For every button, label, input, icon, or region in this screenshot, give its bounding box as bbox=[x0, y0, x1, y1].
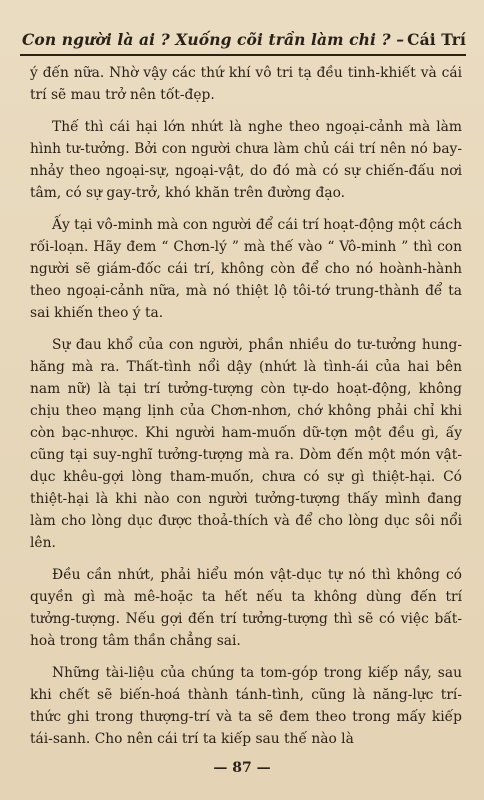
paragraph-1: ý đến nữa. Nhờ vậy các thứ khí vô tri tạ đều tinh-khiết và cái trí sẽ mau trở nên tốt-đẹp. bbox=[30, 65, 462, 103]
paragraph-5: Đều cần nhứt, phải hiểu món vật-dục tự nó thì không có quyền gì mà mê-hoặc ta hết nếu ta không dùng đến trí tưởng-tượng. Nếu gợi đến trí tưởng-tượng thì sẽ có việc bất-hoà trong tâm thần chẳng sai. bbox=[30, 567, 462, 649]
paragraph-3: Ấy tại vô-minh mà con người để cái trí hoạt-động một cách rối-loạn. Hãy đem “ Chơn-lý ” mà thế vào “ Vô-minh ” thì con người sẽ giám-đốc cái trí, không còn để cho nó hoành-hành theo ngoại-cảnh nữa, mà nó thiệt lộ tôi-tớ trung-thành để ta sai khiến theo ý ta. bbox=[30, 217, 462, 321]
paragraph-6: Những tài-liệu của chúng ta tom-góp trong kiếp nầy, sau khi chết sẽ biến-hoá thành tánh-tình, cũng là năng-lực trí-thức ghi trong thượng-trí và ta sẽ đem theo trong mấy kiếp tái-sanh. Cho nên cái trí ta kiếp sau thế nào là bbox=[30, 665, 462, 747]
page-number: — 87 — bbox=[213, 760, 271, 776]
body-text bbox=[30, 62, 462, 760]
paragraph-2: Thế thì cái hại lớn nhứt là nghe theo ngoại-cảnh mà làm hình tư-tưởng. Bởi con người chưa làm chủ cái trí nên nó bay-nhảy theo ngoại-sự, ngoại-vật, do đó mà có sự chiến-đấu nơi tâm, có sự gay-trở, khó khăn trên đường đạo. bbox=[30, 119, 462, 201]
header-rule bbox=[20, 54, 466, 56]
header-title: Con người là ai ? Xuống cõi trần làm chi ? – bbox=[22, 30, 405, 49]
running-header bbox=[22, 30, 466, 49]
header-brand: Cái Trí bbox=[407, 30, 466, 49]
paragraph-4: Sự đau khổ của con người, phần nhiều do tư-tưởng hung-hăng mà ra. Thất-tình nổi dậy (nhứt là tình-ái của hai bên nam nữ) là tại trí tưởng-tượng còn tự-do hoạt-động, không chịu theo mạng lịnh của Chơn-nhơn, chớ không phải chỉ khi còn bạc-nhược. Khi người ham-muốn dữ-tợn một đều gì, ấy cũng tại suy-nghĩ tưởng-tượng mà ra. Dòm đến một món vật-dục khêu-gợi lòng tham-muốn, chưa có sự gì thiệt-hại. Có thiệt-hại là khi nào con người tưởng-tượng thấy mình đang làm cho lòng dục được thoả-thích và để cho lòng dục sôi nổi lên. bbox=[30, 337, 462, 551]
